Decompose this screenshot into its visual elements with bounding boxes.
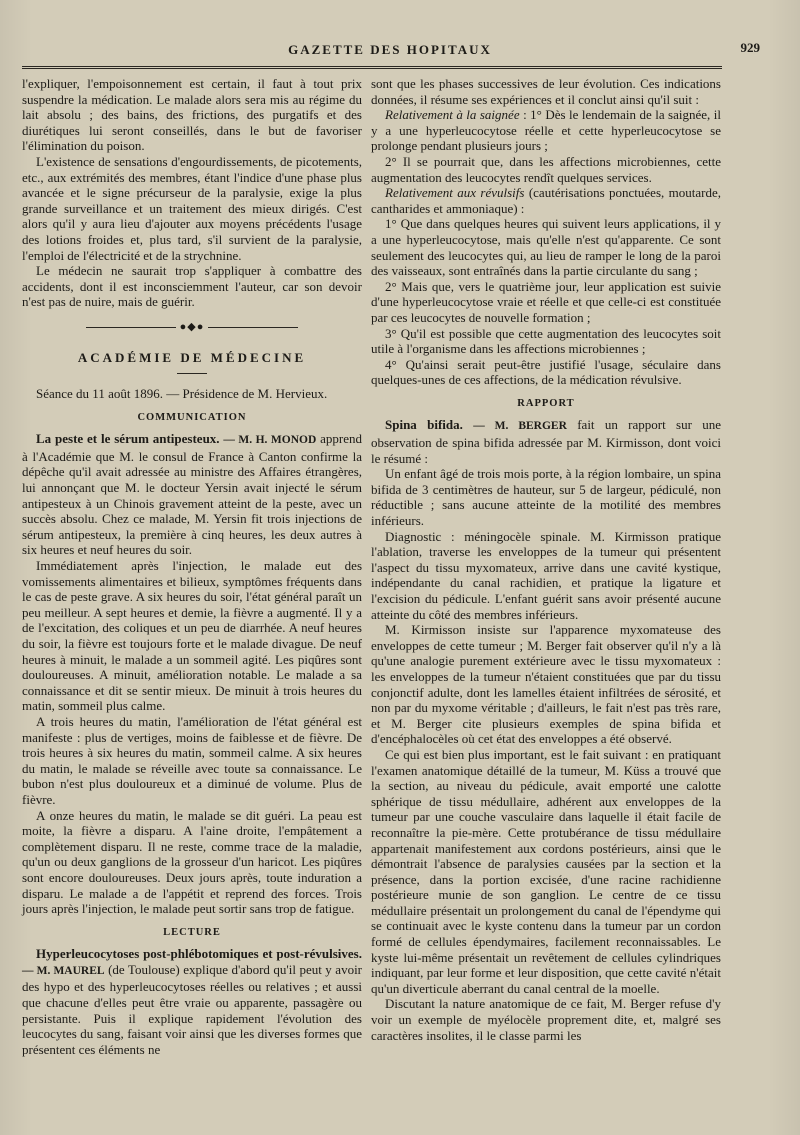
rapport-label: RAPPORT xyxy=(517,397,575,409)
peste-paragraph-1: Immédiatement après l'injection, le malade eut des vomissements alimentaires et bilieux, symptômes fréquents dans le cas de peste grave. A six heures du soir, l'état général paraît un peu meilleur. A sept heures et demie, la fièvre a augmenté. Il y a de l'excitation, des coliques et un peu de diarrhée. A neuf heures du soir, la fièvre est toujours forte et le malade divague. De neuf heures à minuit, le malade a un sommeil agité. Les piqûres sont douloureuses. A minuit, amélioration notable. Le malade a sa connaissance et dit se sentir mieux. De minuit à trois heures du matin, sommeil plus calme. xyxy=(22,558,362,714)
ornament-separator: ●◆● xyxy=(22,320,362,336)
peste-author: — M. H. MONOD xyxy=(223,434,317,447)
short-rule xyxy=(177,373,207,374)
communication-label: COMMUNICATION xyxy=(137,411,247,423)
left-column xyxy=(22,76,362,1057)
lecture-label: LECTURE xyxy=(163,926,221,938)
peste-paragraph-3: A onze heures du matin, le malade se dit guéri. La peau est moite, la fièvre a disparu. A l'aine droite, l'empâtement a complètement disparu. Il ne reste, comme trace de la maladie, qu'un ou deux ganglions de la grosseur d'un haricot. Les piqûres sont encore douloureuses. Deux jours après, toute induration a disparu. Le malade a de l'appétit et reprend des forces. Trois jours après l'injection, le malade peut sortir sans trop de fatigue. xyxy=(22,807,362,917)
hyper-title: Hyperleucocytoses post-phlébotomiques et post-révulsives. xyxy=(36,946,362,962)
header-rule xyxy=(22,66,722,69)
intro-paragraph-3: Le médecin ne saurait trop s'appliquer à combattre des accidents, dont il est inconsciemment l'auteur, car son devoir n'est pas de nuire, mais de guérir. xyxy=(22,263,362,310)
point-4: 4° Qu'ainsi serait peut-être justifié l'usage, séculaire dans quelques-unes de ces affections, de la médication révulsive. xyxy=(371,356,721,388)
saignee-label: Relativement à la saignée xyxy=(385,107,520,123)
journal-title: GAZETTE DES HOPITAUX xyxy=(288,42,492,57)
peste-lead-text: apprend à l'Académie que M. le consul de France à Canton confirme la dépêche qu'il avait adressée au ministre des Affaires étrangères, lui annonçant que M. le docteur Yersin avait injecté le sérum antipesteux à un Chinois gravement atteint de la peste, avec un succès absolu. Chez ce malade, M. Yersin fit trois injections de sérum antipesteux, la première à cinq heures, les deux autres à six heures et neuf heures du soir. xyxy=(22,431,363,558)
spina-paragraph-1: Un enfant âgé de trois mois porte, à la région lombaire, un spina bifida de 3 centimètres de hauteur, sur 5 de largeur, pédiculé, non réductible ; sans aucune atteinte de la motilité des membres inférieurs. xyxy=(371,466,721,529)
point-2b: 2° Mais que, vers le quatrième jour, leur application est suivie d'une hyperleucocytose vraie et réelle et que celle-ci est constituée par ces leucocytes de nouvelle formation ; xyxy=(371,278,721,325)
spina-lead-text: fait un rapport sur une observation de spina bifida adressée par M. Kirmisson, dont voici le résumé : xyxy=(371,417,722,466)
seance-line: Séance du 11 août 1896. — Présidence de M. Hervieux. xyxy=(36,386,328,402)
hyper-lead-text: (de Toulouse) explique d'abord qu'il peut y avoir des hypo et des hyperleucocytoses réelles ou relatives ; et aussi que chacune d'elles peut être vraie ou apparente, passagère ou persistante. Puis il explique rapidement l'évolution des leucocytes du sang, faisant voir ainsi que les diverses formes que présentent ces éléments ne xyxy=(22,961,363,1057)
point-3: 3° Qu'il est possible que cette augmentation des leucocytes soit utile à l'organisme dans les affections microbiennes ; xyxy=(371,325,721,357)
intro-paragraph-2: L'existence de sensations d'engourdissements, de picotements, etc., aux extrémités des membres, étant l'indice d'une phase plus avancée et le signe précurseur de la paralysie, exige la plus grande surveillance et un traitement des mieux dirigés. C'est alors qu'il y aura lieu d'ajouter aux moyens précédents l'usage des lotions froides et, plus tard, s'il survient de la paralysie, l'emploi de l'électricité et de la strychnine. xyxy=(22,153,362,263)
peste-paragraph-2: A trois heures du matin, l'amélioration de l'état général est manifeste : plus de vertiges, moins de faiblesse et de fièvre. De trois heures à six heures du matin, sommeil calme. A six heures du matin, le malade se réveille avec toute sa connaissance. Le bubon n'est plus douloureux et a diminué de volume. Plus de fièvre. xyxy=(22,713,362,807)
saignee-paragraph xyxy=(371,107,721,154)
right-column xyxy=(371,76,721,1043)
academy-title: ACADÉMIE DE MÉDECINE xyxy=(77,349,307,365)
spina-author: — M. BERGER xyxy=(473,420,567,433)
page-number: 929 xyxy=(740,40,760,55)
revulsifs-label: Relativement aux révulsifs xyxy=(385,185,525,201)
spina-paragraph-2: Diagnostic : méningocèle spinale. M. Kirmisson pratique l'ablation, traverse les enveloppes de la tumeur qui présentent l'aspect du tissu myxomateux, arrive dans une cavité kystique, indépendante du canal rachidien, et pratique la ligature et l'excision du pédicule. L'enfant guérit sans avoir présenté aucune atteinte du côté des membres inférieurs. xyxy=(371,528,721,622)
hyper-author: — M. MAUREL xyxy=(22,964,105,977)
peste-lead-paragraph xyxy=(22,431,362,558)
hyper-lead-paragraph xyxy=(22,946,362,1057)
spina-paragraph-3: M. Kirmisson insiste sur l'apparence myxomateuse des enveloppes de cette tumeur ; M. Berger fait observer qu'il n'y a là qu'une analogie purement extérieure avec le tissu myxomateux : les enveloppes de la tumeur n'étaient constituées que par du tissu conjonctif adulte, dont les lamelles étaient infiltrées de sérosité, et non par du myxome véritable ; d'ailleurs, le fait n'est pas très rare, et M. Berger cite plusieurs exemples de spina bifida et d'encéphalocèles où cet état des enveloppes a été observé. xyxy=(371,622,721,747)
revulsifs-paragraph xyxy=(371,185,721,216)
saignee-text: : 1° Dès le lendemain de la saignée, il y a une hyperleucocytose réelle et cette hyperleucocytose se prolonge pendant plusieurs jours ; xyxy=(371,107,721,154)
page-header xyxy=(20,38,760,64)
peste-title: La peste et le sérum antipesteux. xyxy=(36,431,220,447)
spina-paragraph-5: Discutant la nature anatomique de ce fait, M. Berger refuse d'y voir un exemple de myélocèle proprement dite, et, malgré ses caractères insolites, il le classe parmi les xyxy=(371,996,721,1043)
revulsifs-text: (cautérisations ponctuées, moutarde, cantharides et ammoniaque) : xyxy=(371,185,721,216)
spina-paragraph-4: Ce qui est bien plus important, est le fait suivant : en pratiquant l'examen anatomique détaillé de la tumeur, M. Küss a trouvé que la section, au niveau du pédicule, avait emporté une calotte sphérique de tissu médullaire, adhérent aux enveloppes de la tumeur par une couche vasculaire dans laquelle il était facile de reconnaître la pie-mère. Cette protubérance de tissu médullaire appartenait manifestement aux cordons postérieurs, ainsi que le démontrait l'absence de paralysies causées par la section et la présence, dans la portion excisée, d'une racine rachidienne postérieure munie de son ganglion. Le centre de ce tissu médullaire présentait un prolongement du canal de l'épendyme qui se continuait avec le kyste contenu dans la tumeur par un cordon formé de cellules épendymaires, facilement reconnaissables. Le kyste lui-même présentait un revêtement de cellules cylindriques indiquant, par leur forme et leur disposition, que cette cavité n'était qu'un diverticule aberrant du canal central de la moelle. xyxy=(371,746,721,996)
intro-paragraph-1: l'expliquer, l'empoisonnement est certain, il faut à tout prix suspendre la médication. Le malade alors sera mis au régime du lait absolu ; des bains, des frictions, des purgatifs et des diurétiques lui seront conseillés, dans le but de favoriser l'élimination du poison. xyxy=(22,76,362,154)
spina-lead-paragraph xyxy=(371,417,721,466)
point-1: 1° Que dans quelques heures qui suivent leurs applications, il y a une hyperleucocytose, mais qu'elle n'est qu'apparente. Ce sont seulement des leucocytes qui, au lieu de ramper le long de la paroi des vaisseaux, sont entraînés dans la partie circulante du sang ; xyxy=(371,216,721,279)
spina-title: Spina bifida. xyxy=(385,417,463,433)
continuation-paragraph: sont que les phases successives de leur évolution. Ces indications données, il résume ses expériences et il conclut ainsi qu'il suit : xyxy=(371,76,721,107)
point-2a: 2° Il se pourrait que, dans les affections microbiennes, cette augmentation des leucocytes rendît quelques services. xyxy=(371,153,721,185)
